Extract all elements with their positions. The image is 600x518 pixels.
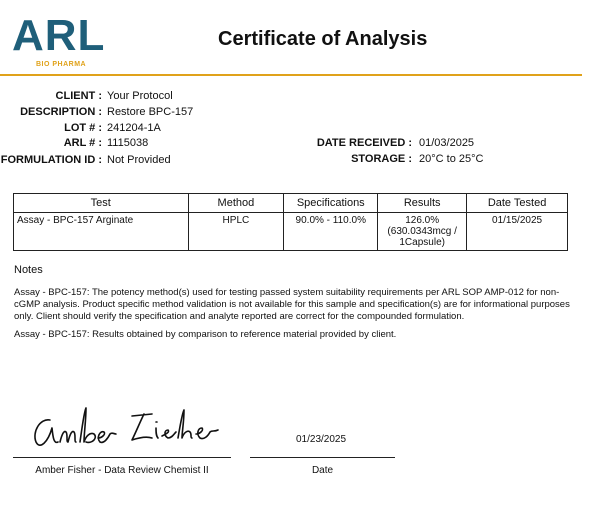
signed-date: 01/23/2025: [296, 434, 347, 445]
note-text: Assay - BPC-157: Results obtained by comparison to reference material provided by client.: [14, 329, 397, 340]
cell-test: Assay - BPC-157 Arginate: [14, 213, 189, 251]
cell-specifications: 90.0% - 110.0%: [284, 213, 378, 251]
date-caption: Date: [311, 465, 334, 476]
header-divider: [0, 74, 582, 76]
cell-method: HPLC: [188, 213, 284, 251]
table-header-row: [14, 194, 568, 213]
header-date-tested: Date Tested: [467, 194, 568, 213]
client-value: Your Protocol: [107, 90, 173, 102]
client-label: CLIENT :: [55, 90, 102, 102]
formulation-id-value: Not Provided: [107, 154, 171, 166]
signer-caption: Amber Fisher - Data Review Chemist II: [35, 465, 209, 476]
header-results: Results: [378, 194, 467, 213]
notes-title: Notes: [14, 264, 43, 276]
page-title: Certificate of Analysis: [218, 28, 428, 50]
arl-number-label: ARL # :: [63, 137, 102, 149]
table-row: [14, 213, 568, 251]
description-label: DESCRIPTION :: [20, 106, 102, 118]
logo-subtitle: BIO PHARMA: [36, 61, 87, 68]
result-detail-2: 1Capsule): [399, 237, 445, 248]
date-received-label: DATE RECEIVED :: [316, 137, 412, 149]
lot-value: 241204-1A: [107, 122, 161, 134]
storage-value: 20°C to 25°C: [419, 153, 484, 165]
cell-results: [378, 213, 467, 251]
signature-line: [13, 457, 231, 458]
arl-number-value: 1115038: [107, 137, 149, 149]
logo-text: ARL: [12, 11, 106, 60]
result-detail-1: (630.0343mcg /: [387, 226, 457, 237]
formulation-id-label: FORMULATION ID :: [0, 154, 102, 166]
lot-label: LOT # :: [64, 122, 102, 134]
header-test: Test: [14, 194, 189, 213]
results-table: [13, 193, 568, 251]
cell-date-tested: 01/15/2025: [467, 213, 568, 251]
header-method: Method: [188, 194, 284, 213]
date-line: [250, 457, 395, 458]
handwritten-signature: [28, 398, 228, 454]
date-received-value: 01/03/2025: [419, 137, 475, 149]
result-value: 126.0%: [405, 215, 440, 226]
description-value: Restore BPC-157: [107, 106, 194, 118]
arl-logo: [12, 11, 112, 74]
note-text: Assay - BPC-157: The potency method(s) used for testing passed system suitability requirements per ARL SOP AMP-012 for non-cGMP analysis. Product specific method validation is not available for this sample and specification(s) are for informational purposes only. Client should verify the specification and analyte reported are correct for the compounded formulation.: [14, 287, 570, 322]
header-specifications: Specifications: [284, 194, 378, 213]
storage-label: STORAGE :: [351, 153, 412, 165]
